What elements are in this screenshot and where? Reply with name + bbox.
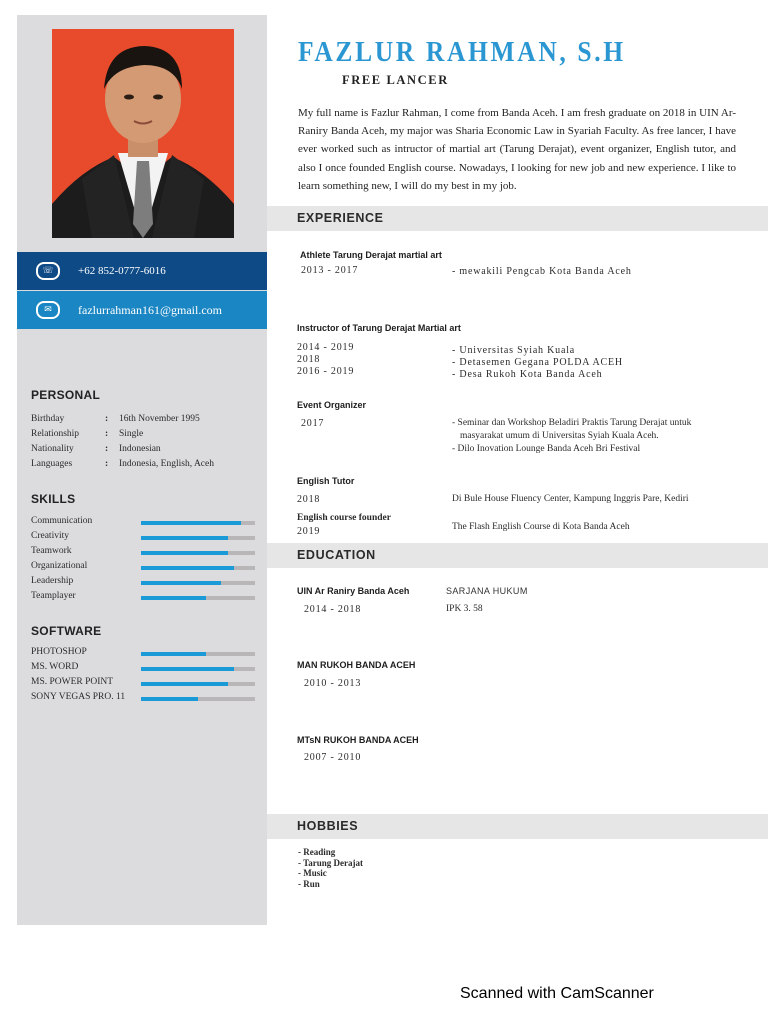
job-years: 2016 - 2019: [297, 366, 355, 377]
skill-label: Communication: [31, 516, 93, 526]
job-details: Di Bule House Fluency Center, Kampung Inggris Pare, Kediri: [452, 494, 689, 504]
job-years: 2017: [301, 418, 325, 429]
skill-row: [31, 516, 256, 528]
education-band: [267, 543, 768, 568]
software-bar: [141, 697, 255, 701]
job-title: Event Organizer: [297, 400, 367, 410]
skill-bar: [141, 581, 255, 585]
job-years: 2014 - 2019: [297, 342, 355, 353]
scanner-watermark: Scanned with CamScanner: [460, 985, 654, 1002]
software-heading: SOFTWARE: [31, 624, 102, 638]
hobby-item: - Run: [298, 878, 320, 889]
candidate-role: FREE LANCER: [342, 73, 449, 87]
personal-key: Birthday: [31, 414, 65, 424]
envelope-icon: ✉: [36, 301, 60, 319]
software-bar: [141, 667, 255, 671]
personal-key: Relationship: [31, 429, 80, 439]
job-title: English Tutor: [297, 476, 355, 486]
skill-label: Teamplayer: [31, 591, 76, 601]
experience-band: [267, 206, 768, 231]
profile-photo: [52, 29, 234, 238]
skill-label: Teamwork: [31, 546, 72, 556]
software-bar-fill: [141, 682, 228, 686]
email-address: fazlurrahman161@gmail.com: [78, 302, 222, 317]
job-details: - Dilo Inovation Lounge Banda Aceh Bri Festival: [452, 444, 641, 454]
candidate-name: FAZLUR RAHMAN, S.H: [298, 36, 626, 68]
software-label: MS. WORD: [31, 662, 79, 672]
skill-row: [31, 576, 256, 588]
skill-bar-fill: [141, 521, 241, 525]
phone-icon: ☏: [36, 262, 60, 280]
job-years: 2018: [297, 354, 321, 365]
skill-bar: [141, 521, 255, 525]
skill-row: [31, 531, 256, 543]
hobbies-band: [267, 814, 768, 839]
skill-row: [31, 591, 256, 603]
skill-bar-fill: [141, 536, 228, 540]
personal-heading: PERSONAL: [31, 388, 101, 402]
software-bar-fill: [141, 697, 198, 701]
personal-row: Relationship : Single: [31, 429, 144, 439]
skill-bar-fill: [141, 551, 228, 555]
skill-bar-fill: [141, 596, 206, 600]
job-years: 2018: [297, 494, 321, 505]
job-details: masyarakat umum di Universitas Syiah Kuala Aceh.: [460, 431, 659, 441]
experience-heading: EXPERIENCE: [297, 211, 384, 225]
software-label: PHOTOSHOP: [31, 647, 87, 657]
software-label: SONY VEGAS PRO. 11: [31, 692, 126, 702]
phone-contact[interactable]: [17, 252, 267, 290]
skill-label: Leadership: [31, 576, 74, 586]
school-years: 2014 - 2018: [304, 604, 362, 615]
software-bar-fill: [141, 667, 234, 671]
job-details: - Universitas Syiah Kuala: [452, 345, 576, 356]
school-degree: SARJANA HUKUM: [446, 586, 528, 596]
email-contact[interactable]: [17, 291, 267, 329]
personal-value: 16th November 1995: [119, 414, 200, 424]
software-label: MS. POWER POINT: [31, 677, 114, 687]
hobby-item: - Tarung Derajat: [298, 857, 363, 868]
software-row: [31, 647, 256, 659]
hobby-item: - Reading: [298, 847, 336, 857]
job-details: - Detasemen Gegana POLDA ACEH: [452, 357, 623, 368]
job-title: Athlete Tarung Derajat martial art: [300, 250, 442, 260]
school-name: MTsN RUKOH BANDA ACEH: [297, 735, 419, 745]
job-title: Instructor of Tarung Derajat Martial art: [297, 323, 461, 333]
software-row: [31, 677, 256, 689]
phone-number: +62 852-0777-6016: [78, 265, 166, 277]
job-details: - Seminar dan Workshop Beladiri Praktis Tarung Derajat untuk: [452, 418, 692, 428]
hobbies-heading: HOBBIES: [297, 819, 359, 833]
software-row: [31, 662, 256, 674]
school-name: UIN Ar Raniry Banda Aceh: [297, 586, 410, 596]
job-details: - mewakili Pengcab Kota Banda Aceh: [452, 266, 632, 277]
skill-bar: [141, 596, 255, 600]
school-years: 2010 - 2013: [304, 678, 362, 689]
skill-label: Organizational: [31, 561, 88, 571]
personal-value: Indonesia, English, Aceh: [119, 459, 214, 469]
skill-row: [31, 546, 256, 558]
job-details: The Flash English Course di Kota Banda Aceh: [452, 522, 630, 532]
software-bar-fill: [141, 652, 206, 656]
software-bar: [141, 682, 255, 686]
personal-row: Languages : Indonesia, English, Aceh: [31, 459, 214, 469]
skill-bar-fill: [141, 581, 221, 585]
skill-bar: [141, 566, 255, 570]
education-heading: EDUCATION: [297, 548, 376, 562]
skill-row: [31, 561, 256, 573]
job-years: 2019: [297, 526, 321, 537]
personal-key: Languages: [31, 459, 73, 469]
skill-bar: [141, 536, 255, 540]
skill-bar: [141, 551, 255, 555]
job-years: 2013 - 2017: [301, 265, 359, 276]
skill-label: Creativity: [31, 531, 69, 541]
personal-value: Single: [119, 429, 144, 439]
hobby-item: - Music: [298, 868, 327, 878]
skill-bar-fill: [141, 566, 234, 570]
personal-row: Birthday : 16th November 1995: [31, 414, 200, 424]
school-years: 2007 - 2010: [304, 752, 362, 763]
personal-row: Nationality : Indonesian: [31, 444, 161, 454]
software-bar: [141, 652, 255, 656]
school-name: MAN RUKOH BANDA ACEH: [297, 660, 416, 670]
about-paragraph: My full name is Fazlur Rahman, I come from Banda Aceh. I am fresh graduate on 2018 in UIN Ar-Raniry Banda Aceh, my major was Sharia Economic Law in Syariah Faculty. As free lancer, I have ever worked such as intructor of martial art (Tarung Derajat), event organizer, English tutor, and also I once founded English course. Nowadays, I looking for new job and new experience. I like to learn something new, I will do my best in my job.: [298, 107, 736, 192]
personal-value: Indonesian: [119, 444, 161, 454]
personal-key: Nationality: [31, 444, 74, 454]
skills-heading: SKILLS: [31, 492, 76, 506]
software-row: [31, 692, 256, 704]
job-details: - Desa Rukoh Kota Banda Aceh: [452, 369, 603, 380]
job-title: English course founder: [297, 513, 391, 523]
school-gpa: IPK 3. 58: [446, 604, 483, 614]
hobbies-list: [298, 847, 363, 889]
